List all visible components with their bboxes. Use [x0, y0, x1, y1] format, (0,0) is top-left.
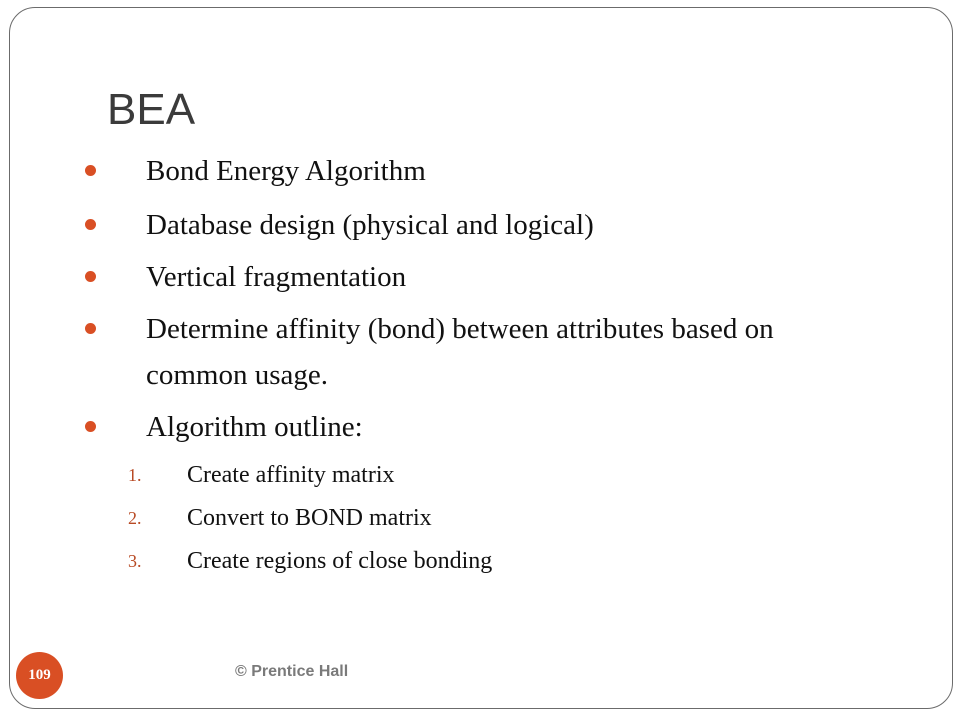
step-number: 1.	[128, 465, 142, 485]
step-number: 2.	[128, 508, 142, 528]
bullet-dot-icon	[85, 323, 96, 334]
bullet-dot-icon	[85, 271, 96, 282]
step-text: Create regions of close bonding	[187, 548, 493, 574]
bullet-text: Vertical fragmentation	[146, 261, 407, 293]
bullet-dot-icon	[85, 421, 96, 432]
bullet-text: Algorithm outline:	[146, 411, 363, 443]
slide-number-badge: 109	[16, 652, 63, 699]
bullet-text: Database design (physical and logical)	[146, 209, 594, 241]
step-text: Create affinity matrix	[187, 462, 395, 488]
step-text: Convert to BOND matrix	[187, 505, 432, 531]
step-number: 3.	[128, 551, 142, 571]
slide-title: BEA	[107, 85, 196, 134]
bullet-text: Bond Energy Algorithm	[146, 155, 426, 187]
bullet-dot-icon	[85, 165, 96, 176]
bullet-text: Determine affinity (bond) between attributes based on common usage.	[146, 313, 774, 391]
footer-copyright: © Prentice Hall	[235, 663, 349, 680]
bullet-dot-icon	[85, 219, 96, 230]
